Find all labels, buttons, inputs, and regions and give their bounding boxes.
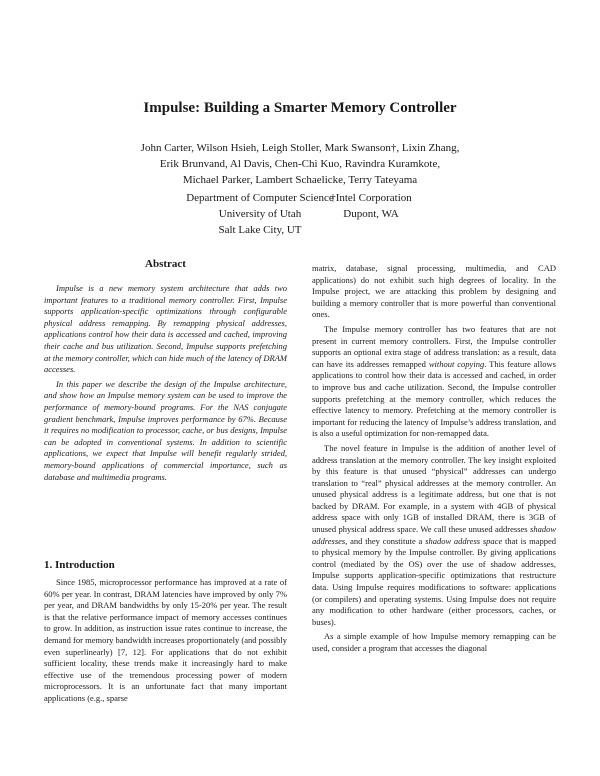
paper-title: Impulse: Building a Smarter Memory Controller — [143, 100, 457, 116]
author-line: Erik Brunvand, Al Davis, Chen-Chi Kuo, Ravindra Kuramkote, — [159, 158, 441, 170]
intro-paragraph: Since 1985, microprocessor performance has improved at a rate of 60% per year. In contrast, DRAM latencies have improved by only 7% per year, and DRAM bandwidths by only 15-20% per year. The result is that the relative performance impact of memory accesses continues to grow. In addition, as instruction issue rates continue to increase, the demand for memory bandwidth increases proportionately (and possibly even superlinearly) [7, 12]. For applications that do not exhibit sufficient locality, these trends make it increasingly hard to make effective use of the tremendous processing power of modern microprocessors. It is an unfortunate fact that many important applications (e.g., sparse — [44, 577, 287, 703]
abstract-heading: Abstract — [145, 258, 186, 270]
body-paragraph: As a simple example of how Impulse memory remapping can be used, consider a program that accesses the diagonal — [312, 631, 556, 653]
affiliation-line: University of Utah — [218, 208, 302, 220]
abstract-paragraph: Impulse is a new memory system architecture that adds two important features to a traditional memory controller. First, Impulse supports application-specific optimizations through configurable physical address remapping. By remapping physical addresses, applications control how their data is accessed and cached, improving their cache and bus utilization. Second, Impulse supports prefetching at the memory controller, which can hide much of the latency of DRAM accesses. — [44, 283, 287, 375]
affiliation-line: Dupont, WA — [343, 208, 399, 220]
author-list — [0, 140, 600, 188]
abstract-body — [44, 283, 287, 486]
affiliation-line: †Intel Corporation — [330, 192, 412, 204]
affiliation-line: Salt Lake City, UT — [218, 224, 302, 236]
continuation-paragraph: matrix, database, signal processing, multimedia, and CAD applications) do not exhibit such high degrees of locality. In the Impulse project, we are attacking this problem by designing and building a memory controller that is more powerful than conventional ones. — [312, 263, 556, 320]
section-heading-introduction: 1. Introduction — [44, 559, 115, 571]
body-paragraph: The novel feature in Impulse is the addition of another level of address translation at the memory controller. The key insight exploited by this feature is that unused “physical” addresses can undergo translation to “real” physical addresses at the memory controller. An unused physical address is a legitimate address, but one that is not backed by DRAM. For example, in a system with 4GB of physical address space with only 1GB of installed DRAM, there is 3GB of unused physical address space. We call these unused addresses shadow addresses, and they constitute a shadow address space that is mapped to physical memory by the Impulse controller. By giving applications control (mediated by the OS) over the use of shadow addresses, Impulse supports application-specific optimizations that restructure data. Using Impulse requires modifications to software: applications (or compilers) and operating systems. Using Impulse does not require any modification to other hardware (either processors, caches, or buses). — [312, 442, 556, 627]
body-paragraph: The Impulse memory controller has two features that are not present in current memory controllers. First, the Impulse controller supports an optional extra stage of address translation: as a result, data can have its addresses remapped without copying. This feature allows applications to control how their data is accessed and cached, in order to improve bus and cache utilization. Second, the Impulse controller supports prefetching at the memory controller, which reduces the effective latency to memory. Prefetching at the memory controller is important for reducing the latency of Impulse’s address translation, and is also a useful optimization for non-remapped data. — [312, 323, 556, 439]
author-line: Michael Parker, Lambert Schaelicke, Terry Tateyama — [182, 174, 418, 186]
author-line: John Carter, Wilson Hsieh, Leigh Stoller, Mark Swanson†, Lixin Zhang, — [140, 142, 460, 154]
introduction-body — [44, 577, 287, 708]
affiliation-line: Department of Computer Science — [186, 192, 334, 204]
right-column-body — [312, 263, 556, 658]
affiliation-intel — [316, 190, 426, 222]
abstract-paragraph: In this paper we describe the design of the Impulse architecture, and show how an Impulse memory system can be used to improve the performance of memory-bound programs. For the NAS conjugate gradient benchmark, Impulse improves performance by 67%. Because it requires no modification to processor, cache, or bus designs, Impulse can be adopted in conventional systems. In addition to scientific applications, we expect that Impulse will benefit regularly strided, memory-bound applications of commercial importance, such as database and multimedia programs. — [44, 378, 287, 482]
